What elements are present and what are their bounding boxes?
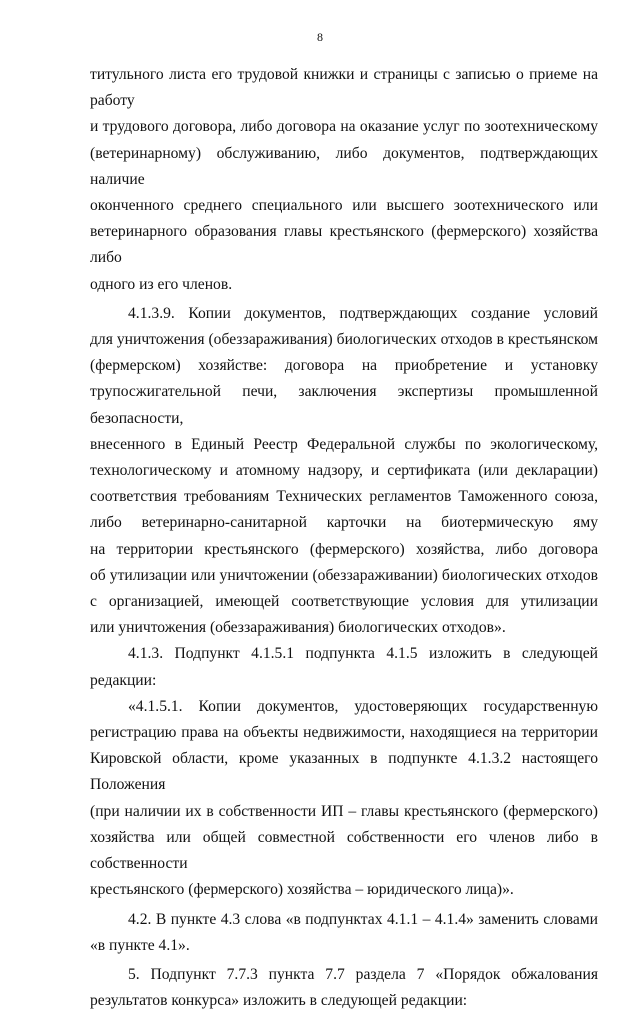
text-line: оконченного среднего специального или высшего зоотехнического или (90, 197, 598, 215)
text-line: и трудового договора, либо договора на оказание услуг по зоотехническому (90, 118, 598, 136)
text-line: либо ветеринарно-санитарной карточки на биотермическую яму (90, 514, 598, 532)
text-line: титульного листа его трудовой книжки и страницы с записью о приеме на работу (90, 66, 598, 110)
paragraph-4-2 (90, 907, 598, 959)
paragraph-4-1-3 (90, 641, 598, 693)
text-line: Кировской области, кроме указанных в подпункте 4.1.3.2 настоящего Положения (90, 750, 598, 794)
page-number: 8 (317, 30, 323, 44)
text-line: технологическому и атомному надзору, и сертификата (или декларации) (90, 462, 598, 480)
text-line: регистрацию права на объекты недвижимости, находящиеся на территории (90, 724, 598, 742)
paragraph-4-1-3-9 (90, 301, 598, 642)
paragraph-4-1-5-1 (90, 694, 598, 904)
paragraph-5 (90, 962, 598, 1014)
text-line: об утилизации или уничтожении (обеззараживании) биологических отходов (90, 566, 598, 584)
text-line: (ветеринарному) обслуживанию, либо документов, подтверждающих наличие (90, 144, 598, 188)
text-line: 4.2. В пункте 4.3 слова «в подпунктах 4.1.1 – 4.1.4» заменить словами (128, 910, 598, 928)
text-line: хозяйства или общей совместной собственности его членов либо в собственности (90, 828, 598, 873)
text-line: «в пункте 4.1». (90, 936, 190, 954)
text-line: результатов конкурса» изложить в следующей редакции: (90, 992, 468, 1010)
text-line: 5. Подпункт 7.7.3 пункта 7.7 раздела 7 «Порядок обжалования (128, 965, 598, 983)
text-line: 4.1.3. Подпункт 4.1.5.1 подпункта 4.1.5 изложить в следующей редакции: (90, 645, 598, 689)
text-line: для уничтожения (обеззараживания) биологических отходов в крестьянском (90, 331, 598, 349)
text-line: внесенного в Единый Реестр Федеральной службы по экологическому, (90, 435, 598, 453)
text-line: с организацией, имеющей соответствующие условия для утилизации (90, 593, 598, 611)
text-line: «4.1.5.1. Копии документов, удостоверяющих государственную (128, 697, 598, 715)
text-line: соответствия требованиям Технических регламентов Таможенного союза, (90, 488, 598, 506)
document-body (90, 62, 598, 1014)
text-line: на территории крестьянского (фермерского) хозяйства, либо договора (90, 540, 598, 558)
text-line: 4.1.3.9. Копии документов, подтверждающих создание условий (128, 304, 598, 322)
text-line: одного из его членов. (90, 275, 233, 293)
text-line: или уничтожения (обеззараживания) биологических отходов». (90, 619, 506, 637)
text-line: ветеринарного образования главы крестьянского (фермерского) хозяйства либо (90, 223, 598, 267)
text-line: трупосжигательной печи, заключения экспертизы промышленной безопасности, (90, 383, 598, 427)
text-line: крестьянского (фермерского) хозяйства – юридического лица)». (90, 881, 514, 899)
text-line: (фермерском) хозяйстве: договора на приобретение и установку (90, 357, 598, 375)
text-line: (при наличии их в собственности ИП – главы крестьянского (фермерского) (90, 802, 598, 820)
paragraph-continuation (90, 62, 598, 298)
